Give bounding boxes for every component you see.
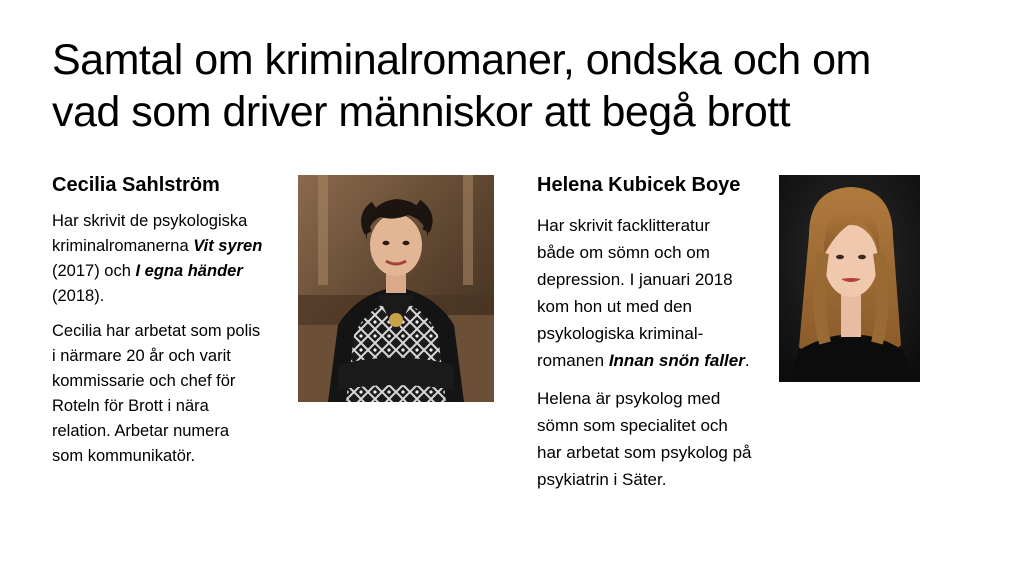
- bio-line: sömn som specialitet och: [537, 416, 728, 435]
- slide-title: [52, 34, 992, 138]
- author-name-helena: Helena Kubicek Boye: [537, 174, 741, 196]
- portrait-photo-icon: [298, 175, 494, 402]
- bio-line: relation. Arbetar numera: [52, 422, 230, 440]
- bio-paragraph-2: [537, 385, 777, 493]
- bio-line: kom hon ut med den: [537, 297, 692, 316]
- bio-paragraph-1: [537, 212, 777, 374]
- author-bio-helena: [537, 212, 777, 504]
- bio-line: psykologiska kriminal-: [537, 324, 704, 343]
- portrait-photo-cecilia: [298, 175, 494, 402]
- bio-line: [537, 347, 777, 374]
- book-title-vit-syren: Vit syren: [193, 237, 263, 255]
- portrait-photo-icon: [779, 175, 920, 382]
- bio-line: Roteln för Brott i nära: [52, 397, 209, 415]
- bio-text: .: [744, 351, 750, 370]
- bio-paragraph-2: [52, 319, 292, 469]
- author-name-cecilia: Cecilia Sahlström: [52, 174, 220, 196]
- bio-line: (2018).: [52, 287, 105, 305]
- bio-line: depression. I januari 2018: [537, 270, 733, 289]
- bio-line: [52, 234, 292, 259]
- bio-line: har arbetat som psykolog på: [537, 443, 752, 462]
- bio-line: [52, 259, 292, 284]
- bio-line: Helena är psykolog med: [537, 389, 721, 408]
- slide-title-line-2: vad som driver människor att begå brott: [52, 88, 791, 136]
- bio-paragraph-1: [52, 209, 292, 309]
- bio-text: romanen: [537, 351, 609, 370]
- bio-line: Har skrivit de psykologiska: [52, 212, 248, 230]
- book-title-i-egna-hander: I egna händer: [135, 262, 243, 280]
- bio-text: (2017) och: [52, 262, 136, 280]
- bio-line: Cecilia har arbetat som polis: [52, 322, 261, 340]
- author-bio-cecilia: [52, 209, 292, 479]
- bio-line: kommissarie och chef för: [52, 372, 236, 390]
- bio-line: både om sömn och om: [537, 243, 710, 262]
- bio-line: i närmare 20 år och varit: [52, 347, 231, 365]
- bio-text: kriminalromanerna: [52, 237, 194, 255]
- bio-line: psykiatrin i Säter.: [537, 470, 667, 489]
- portrait-photo-helena: [779, 175, 920, 382]
- bio-line: som kommunikatör.: [52, 447, 196, 465]
- bio-line: Har skrivit facklitteratur: [537, 216, 710, 235]
- book-title-innan-snon-faller: Innan snön faller: [608, 351, 745, 370]
- slide-title-line-1: Samtal om kriminalromaner, ondska och om: [52, 36, 871, 84]
